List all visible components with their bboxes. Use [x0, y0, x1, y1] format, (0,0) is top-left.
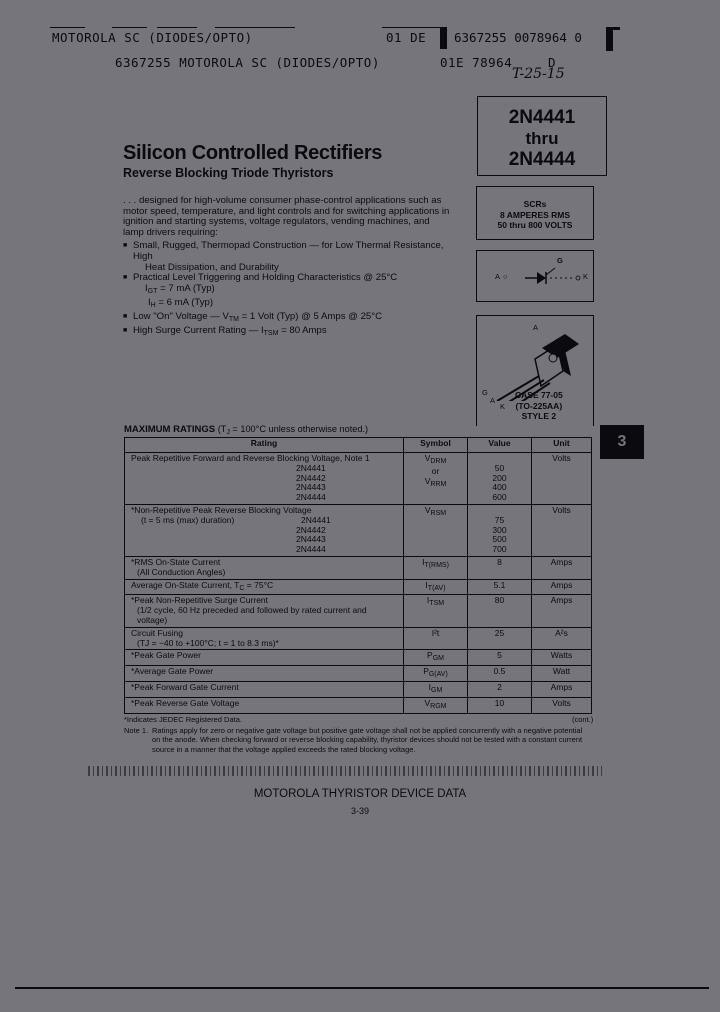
symbol-subscript: RSM — [430, 509, 447, 517]
max-ratings-table — [124, 437, 592, 714]
symbol-subscript: T(RMS) — [424, 561, 449, 569]
symbol-subscript: RRM — [430, 480, 447, 488]
rating-subscript: C — [239, 584, 245, 592]
symbol: V — [424, 504, 431, 515]
spec-line: SCRs — [523, 199, 547, 209]
part-number-box — [477, 96, 607, 176]
spec-line: 8 AMPERES RMS — [499, 209, 571, 220]
condition-text: = 100°C unless otherwise noted.) — [229, 424, 369, 434]
symbol-cell — [404, 556, 468, 579]
table-row — [125, 681, 592, 697]
symbol-cell — [404, 453, 468, 505]
note-text: Ratings apply for zero or negative gate voltage but positive gate voltage shall not be applied concurrently with a negative potential on the anode. When checking forward or reverse blocking capability, thyristor devices should not be tested with a constant current source in a manner that the voltage applied exceeds the rated blocking voltage. — [152, 726, 583, 754]
part-thru: thru — [525, 129, 559, 148]
part-last: 2N4444 — [508, 149, 576, 170]
scan-rule — [112, 27, 147, 28]
symbol: I — [428, 681, 432, 692]
value: 600 — [492, 492, 507, 503]
rating-cell — [125, 579, 404, 595]
value-cell: 10 — [468, 697, 532, 713]
max-ratings-title — [124, 424, 368, 436]
symbol-cell — [404, 579, 468, 595]
unit-cell: Volts — [532, 453, 592, 505]
device-number: 2N4441 — [301, 514, 331, 525]
feature-item — [123, 273, 463, 284]
rating-cell: *Average Gate Power — [125, 666, 404, 682]
scan-header-numbers: 6367255 0078964 0 — [454, 30, 582, 45]
symbol-cell — [404, 681, 468, 697]
unit-cell: Watts — [532, 650, 592, 666]
symbol-subscript: RGM — [430, 702, 447, 710]
igt-value: = 7 mA (Typ) — [157, 283, 215, 295]
table-row — [125, 556, 592, 579]
description: . . . designed for high-volume consumer phase-control applications such as motor speed, temperature, and light controls and for switching applications in ignition and starting systems, voltage regulators, vending machines, and lamp drivers requiring: — [123, 195, 450, 238]
value-cell: 80 — [468, 595, 532, 627]
rating-condition: (1/2 cycle, 60 Hz preceded and followed by rated current and voltage) — [137, 605, 367, 625]
value: 300 — [492, 524, 507, 535]
note-label: Note 1. — [124, 726, 149, 735]
spec-summary-box — [476, 186, 594, 240]
value-cell: 0.5 — [468, 666, 532, 682]
pin-label-anode: A — [490, 396, 496, 405]
feature-item — [123, 312, 463, 326]
scan-marker-bar — [440, 27, 447, 49]
symbol: I — [426, 595, 430, 606]
header-symbol: Symbol — [404, 438, 468, 453]
feature-igt — [123, 284, 463, 298]
symbol-or: or — [431, 465, 440, 476]
igt-symbol: I — [145, 283, 148, 295]
symbol: P — [427, 650, 433, 661]
jedec-footnote: *Indicates JEDEC Registered Data. — [124, 715, 242, 724]
unit-cell: Amps — [532, 556, 592, 579]
scan-rule — [157, 27, 197, 28]
table-row — [125, 650, 592, 666]
part-first: 2N4441 — [508, 107, 576, 128]
rating-text: *Peak Non-Repetitive Surge Current — [131, 595, 269, 606]
value: 500 — [492, 534, 507, 545]
feature-subscript: TSM — [263, 329, 279, 337]
value: 700 — [492, 544, 507, 555]
feature-item — [123, 241, 463, 263]
table-row — [125, 627, 592, 650]
symbol-cell — [404, 666, 468, 682]
device-number: 2N4444 — [296, 492, 326, 503]
scan-noise-strip — [88, 766, 602, 776]
continued-label: (cont.) — [572, 715, 594, 724]
scan-marker-bar — [606, 27, 620, 30]
ih-symbol: I — [148, 296, 151, 308]
value: 200 — [492, 472, 507, 483]
rating-text: = 75°C — [244, 579, 274, 590]
rating-text: Circuit Fusing — [131, 627, 183, 638]
symbol-subscript: TSM — [429, 600, 445, 608]
symbol-cell: I²t — [404, 627, 468, 650]
terminal-circle-icon: ○ — [503, 272, 508, 281]
rating-condition: (All Conduction Angles) — [137, 566, 226, 577]
symbol: I — [425, 579, 428, 590]
rating-subline — [131, 516, 397, 526]
unit-cell: Volts — [532, 697, 592, 713]
scan-marker-bar — [606, 27, 613, 51]
feature-text: = 1 Volt (Typ) @ 5 Amps @ 25°C — [238, 310, 383, 322]
spec-line: 50 thru 800 VOLTS — [497, 220, 573, 230]
ih-subscript: H — [150, 301, 156, 309]
section-tab: 3 — [600, 425, 644, 459]
case-label — [515, 390, 563, 422]
device-number: 2N4442 — [296, 472, 326, 483]
feature-list — [123, 241, 463, 339]
scan-rule — [382, 27, 447, 28]
bottom-rule — [15, 987, 709, 989]
rating-text: *RMS On-State Current — [131, 556, 221, 567]
value: 50 — [494, 462, 505, 473]
rating-cell — [125, 627, 404, 650]
page-number: 3-39 — [350, 806, 369, 816]
scan-header-line1: MOTOROLA SC (DIODES/OPTO) — [52, 30, 253, 45]
rating-text: Peak Repetitive Forward and Reverse Blocking Voltage, Note 1 — [131, 453, 370, 463]
rating-cell: *Peak Gate Power — [125, 650, 404, 666]
feature-item — [123, 326, 463, 340]
feature-text: Low "On" Voltage — V — [133, 310, 229, 322]
value-cell — [468, 453, 532, 505]
device-number: 2N4443 — [296, 534, 326, 545]
feature-text: Small, Rugged, Thermopad Construction — for Low Thermal Resistance, High — [133, 240, 444, 262]
rating-cell — [125, 556, 404, 579]
table-row — [125, 453, 592, 505]
value: 400 — [492, 482, 507, 493]
rating-condition: (TJ = −40 to +100°C; t = 1 to 8.3 ms)* — [137, 637, 279, 648]
symbol: I — [422, 556, 425, 567]
page-title: Silicon Controlled Rectifiers — [123, 142, 383, 164]
table-row — [125, 666, 592, 682]
device-number: 2N4441 — [296, 462, 326, 473]
table-header-row — [125, 438, 592, 453]
pin-label-gate: G — [482, 388, 488, 397]
symbol-subscript: G(AV) — [428, 671, 448, 679]
symbol-subscript: GM — [431, 686, 443, 694]
rating-cell — [125, 595, 404, 627]
table-row — [125, 504, 592, 556]
gate-label: G — [557, 256, 563, 265]
table-row — [125, 595, 592, 627]
rating-cell — [125, 453, 404, 505]
pin-label-cathode: K — [500, 402, 506, 411]
rating-cell — [125, 504, 404, 556]
feature-text: = 80 Amps — [278, 324, 327, 336]
rating-condition: (t = 5 ms (max) duration) — [141, 514, 235, 525]
symbol-cell — [404, 504, 468, 556]
header-rating: Rating — [125, 438, 404, 453]
symbol-subscript: T(AV) — [427, 584, 446, 592]
case-package: (TO-225AA) — [515, 400, 563, 411]
feature-text: Practical Level Triggering and Holding Characteristics @ 25°C — [133, 272, 398, 284]
symbol: V — [424, 697, 431, 708]
value-cell: 2 — [468, 681, 532, 697]
value-cell: 8 — [468, 556, 532, 579]
value-cell — [468, 504, 532, 556]
pin-label-top: A — [533, 323, 539, 332]
igt-subscript: GT — [147, 288, 158, 296]
condition-subscript: J — [226, 429, 230, 436]
header-unit: Unit — [532, 438, 592, 453]
scan-rule — [50, 27, 85, 28]
device-number: 2N4442 — [296, 524, 326, 535]
note-1 — [124, 726, 584, 754]
scan-header-ref: 01E 78964 — [440, 55, 513, 70]
unit-cell: Volts — [532, 504, 592, 556]
scr-diode-icon — [517, 261, 587, 291]
unit-cell: Amps — [532, 595, 592, 627]
page-subtitle: Reverse Blocking Triode Thyristors — [123, 166, 334, 180]
rating-text: *Non-Repetitive Peak Reverse Blocking Voltage — [131, 504, 312, 515]
symbol-cell — [404, 595, 468, 627]
unit-cell: Amps — [532, 579, 592, 595]
device-number: 2N4444 — [296, 544, 326, 555]
page-footer: MOTOROLA THYRISTOR DEVICE DATA — [253, 788, 467, 800]
rating-cell: *Peak Forward Gate Current — [125, 681, 404, 697]
handwritten-code: T-25-15 — [512, 66, 565, 82]
scan-header-letter: D — [548, 55, 556, 70]
value-cell: 5.1 — [468, 579, 532, 595]
header-value: Value — [468, 438, 532, 453]
device-number: 2N4443 — [296, 482, 326, 493]
case-number: CASE 77-05 — [515, 390, 563, 400]
condition-text: (T — [217, 424, 227, 434]
symbol-cell — [404, 650, 468, 666]
unit-cell: Watt — [532, 666, 592, 682]
feature-ih — [123, 298, 463, 312]
case-style: STYLE 2 — [521, 411, 557, 421]
unit-cell: Amps — [532, 681, 592, 697]
rating-text: Average On-State Current, T — [131, 579, 240, 590]
table-row — [125, 579, 592, 595]
symbol: P — [423, 666, 429, 677]
symbol-subscript: GM — [432, 655, 444, 663]
value: 75 — [494, 514, 505, 525]
cathode-label: K — [583, 272, 589, 281]
max-ratings-heading: MAXIMUM RATINGS — [124, 424, 216, 435]
symbol-subscript: DRM — [430, 458, 447, 465]
table-row — [125, 697, 592, 713]
feature-continuation: Heat Dissipation, and Durability — [145, 261, 279, 273]
rating-cell: *Peak Reverse Gate Voltage — [125, 697, 404, 713]
scr-symbol-box — [476, 250, 594, 302]
unit-cell: A²s — [532, 627, 592, 650]
ih-value: = 6 mA (Typ) — [155, 296, 214, 308]
scan-rule — [215, 27, 295, 28]
feature-text: High Surge Current Rating — I — [133, 324, 264, 336]
symbol-cell — [404, 697, 468, 713]
anode-label: A — [495, 272, 501, 281]
feature-subscript: TM — [228, 315, 239, 323]
value-cell: 25 — [468, 627, 532, 650]
value-cell: 5 — [468, 650, 532, 666]
symbol: V — [424, 475, 431, 486]
symbol: V — [424, 453, 431, 463]
scan-header-line2: 6367255 MOTOROLA SC (DIODES/OPTO) — [115, 55, 380, 70]
scan-header-code: 01 DE — [386, 30, 427, 45]
